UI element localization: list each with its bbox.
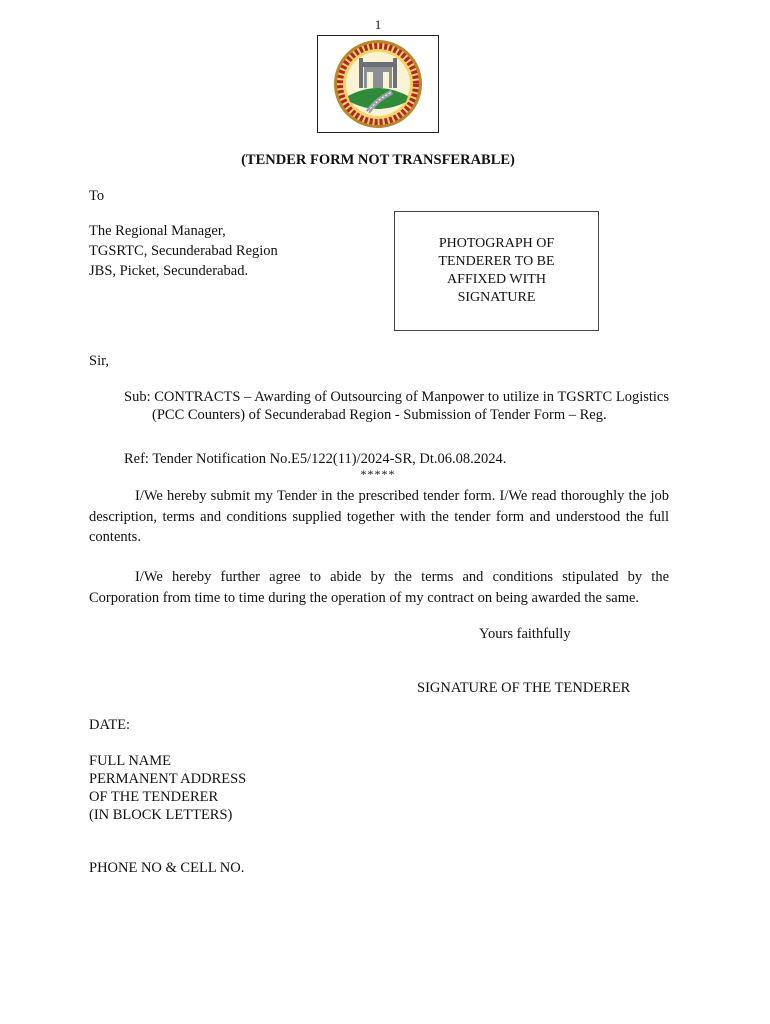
full-name-label: FULL NAME <box>89 753 172 769</box>
declaration-paragraph-2: I/We hereby further agree to abide by the terms and conditions stipulated by the Corporation from time to time during the operation of my contract on being awarded the same. <box>89 569 669 606</box>
emblem-gate-tower-right <box>393 58 397 88</box>
closing-phrase: Yours faithfully <box>479 626 571 642</box>
photo-box-line-1: PHOTOGRAPH OF <box>438 236 555 251</box>
subject-text: Sub: CONTRACTS – Awarding of Outsourcing of Manpower to utilize in TGSRTC Logistics (PCC Counters) of Secunderabad Region - Submission of Tender Form – Reg. <box>124 389 669 423</box>
form-title: (TENDER FORM NOT TRANSFERABLE) <box>241 152 515 168</box>
signature-label: SIGNATURE OF THE TENDERER <box>417 680 631 696</box>
to-label: To <box>89 188 105 204</box>
photo-box-line-4: SIGNATURE <box>457 290 536 305</box>
tgsrtc-emblem-icon <box>318 36 438 132</box>
salutation: Sir, <box>89 353 109 369</box>
separator-stars: ***** <box>360 467 396 481</box>
emblem-gate-arch-left <box>367 72 373 88</box>
page-number: 1 <box>374 17 382 32</box>
addressee-line-2: TGSRTC, Secunderabad Region <box>89 243 278 259</box>
block-letters-label: (IN BLOCK LETTERS) <box>89 807 233 823</box>
phone-label: PHONE NO & CELL NO. <box>89 860 245 876</box>
reference-line: Ref: Tender Notification No.E5/122(11)/2024-SR, Dt.06.08.2024. <box>124 451 507 467</box>
date-label: DATE: <box>89 717 131 733</box>
permanent-address-label: PERMANENT ADDRESS <box>89 771 247 787</box>
logo-frame <box>317 35 439 133</box>
addressee-block <box>89 221 278 281</box>
addressee-line-3: JBS, Picket, Secunderabad. <box>89 263 249 279</box>
of-the-tenderer-label: OF THE TENDERER <box>89 789 219 805</box>
declaration-paragraph-1: I/We hereby submit my Tender in the prescribed tender form. I/We read thoroughly the job description, terms and conditions supplied together with the tender form and understood the full contents. <box>89 488 669 545</box>
subject-line <box>124 388 669 424</box>
photograph-box <box>394 211 599 331</box>
addressee-line-1: The Regional Manager, <box>89 223 226 239</box>
emblem-gate-arch-right <box>383 72 389 88</box>
tenderer-details-block <box>89 752 246 824</box>
emblem-gate-tower-left <box>359 58 363 88</box>
photo-box-line-3: AFFIXED WITH <box>447 272 546 287</box>
emblem-gate-top <box>361 62 395 67</box>
photo-box-line-2: TENDERER TO BE <box>438 254 555 269</box>
